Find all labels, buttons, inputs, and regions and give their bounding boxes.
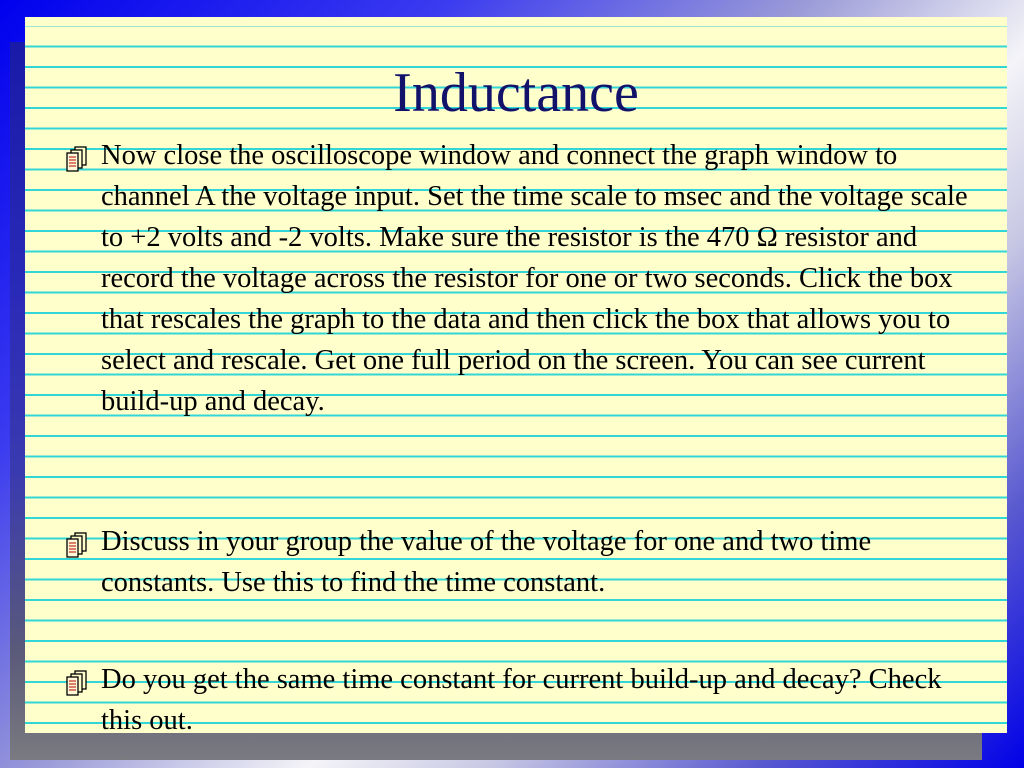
slide-paper <box>25 17 1007 736</box>
bullet-text: Now close the oscilloscope window and connect the graph window to channel A the voltage input. Set the time scale to msec and the voltage scale to +2 volts and -2 volts. Make sure the resistor is the 470 Ω resistor and record the voltage across the resistor for one or two seconds. Click the box that rescales the graph to the data and then click the box that allows you to select and rescale. Get one full period on the screen. You can see current build-up and decay. <box>101 140 968 417</box>
bullet-text: Do you get the same time constant for current build-up and decay? Check this out. <box>101 664 942 736</box>
documents-bullet-icon <box>62 145 90 173</box>
documents-bullet-icon <box>62 531 90 559</box>
documents-bullet-icon <box>62 669 90 697</box>
slide-title: Inductance <box>393 62 639 124</box>
bullet-text: Discuss in your group the value of the voltage for one and two time constants. Use this to find the time constant. <box>101 526 872 598</box>
